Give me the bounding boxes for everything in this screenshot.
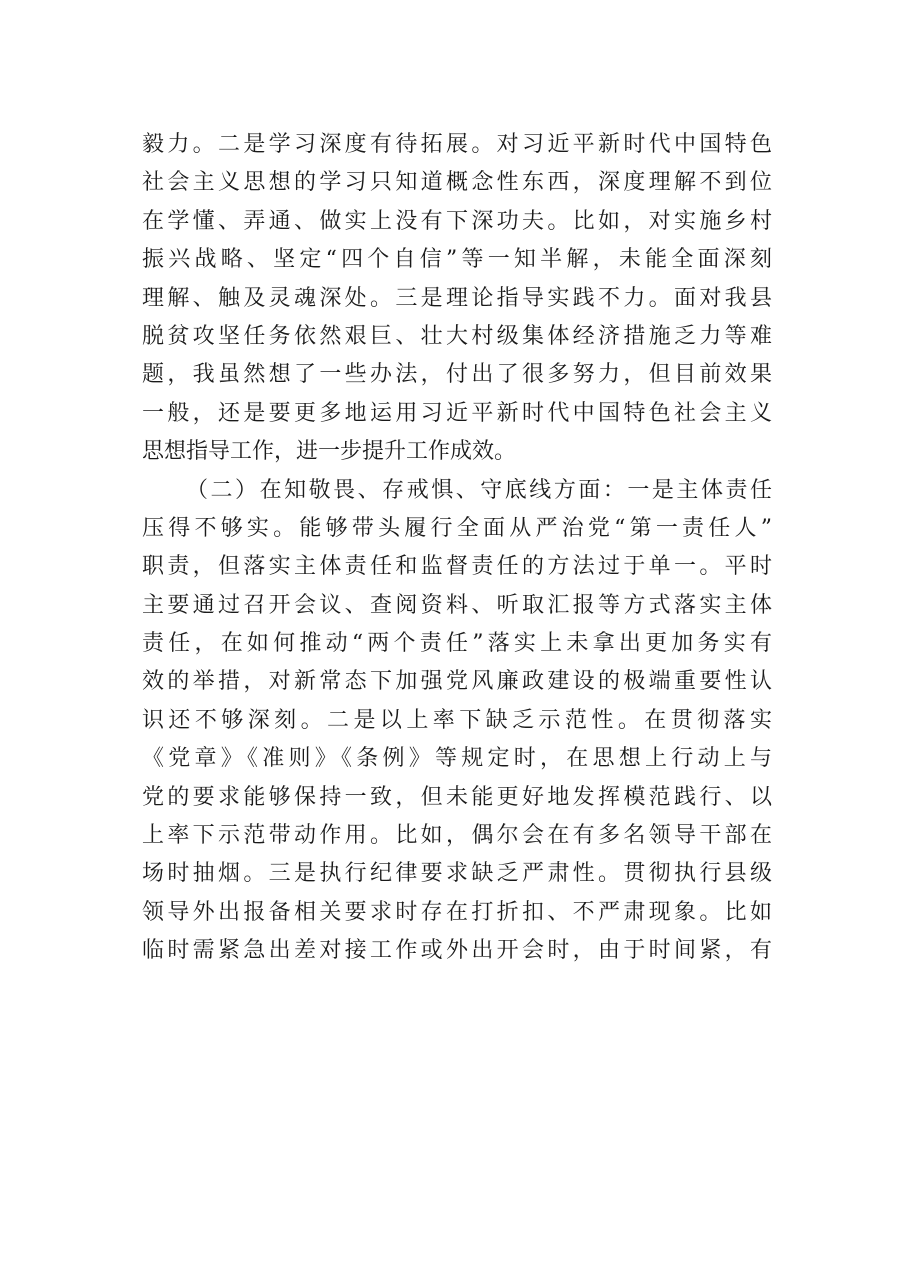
text-line: 理解、触及灵魂深处。三是理论指导实践不力。面对我县 <box>142 285 772 311</box>
text-line: 场时抽烟。三是执行纪律要求缺乏严肃性。贯彻执行县级 <box>142 861 772 887</box>
text-line: 主要通过召开会议、查阅资料、听取汇报等方式落实主体 <box>142 592 772 618</box>
text-line: （二）在知敬畏、存戒惧、守底线方面：一是主体责任 <box>186 477 772 503</box>
text-line: 压得不够实。能够带头履行全面从严治党“第一责任人” <box>142 515 772 541</box>
text-line: 领导外出报备相关要求时存在打折扣、不严肃现象。比如 <box>142 899 772 925</box>
text-line: 题，我虽然想了一些办法，付出了很多努力，但目前效果 <box>142 362 772 388</box>
text-line: 效的举措，对新常态下加强党风廉政建设的极端重要性认 <box>142 669 772 695</box>
text-line: 临时需紧急出差对接工作或外出开会时，由于时间紧，有 <box>142 938 772 964</box>
text-line: 社会主义思想的学习只知道概念性东西，深度理解不到位 <box>142 170 772 196</box>
text-line: 一般，还是要更多地运用习近平新时代中国特色社会主义 <box>142 400 772 426</box>
text-line: 职责，但落实主体责任和监督责任的方法过于单一。平时 <box>142 554 772 580</box>
text-line: 毅力。二是学习深度有待拓展。对习近平新时代中国特色 <box>142 132 772 157</box>
text-line: 识还不够深刻。二是以上率下缺乏示范性。在贯彻落实 <box>142 707 772 733</box>
text-line: 《党章》《准则》《条例》等规定时，在思想上行动上与 <box>142 746 772 772</box>
body-text <box>142 126 772 971</box>
text-line: 党的要求能够保持一致，但未能更好地发挥模范践行、以 <box>142 784 772 810</box>
text-line: 思想指导工作，进一步提升工作成效。 <box>142 439 517 465</box>
text-line: 上率下示范带动作用。比如，偶尔会在有多名领导干部在 <box>142 823 772 849</box>
text-line: 在学懂、弄通、做实上没有下深功夫。比如，对实施乡村 <box>142 208 772 234</box>
text-line: 振兴战略、坚定“四个自信”等一知半解，未能全面深刻 <box>142 247 772 273</box>
text-line: 脱贫攻坚任务依然艰巨、壮大村级集体经济措施乏力等难 <box>142 323 772 349</box>
text-line: 责任，在如何推动“两个责任”落实上未拿出更加务实有 <box>142 631 772 657</box>
